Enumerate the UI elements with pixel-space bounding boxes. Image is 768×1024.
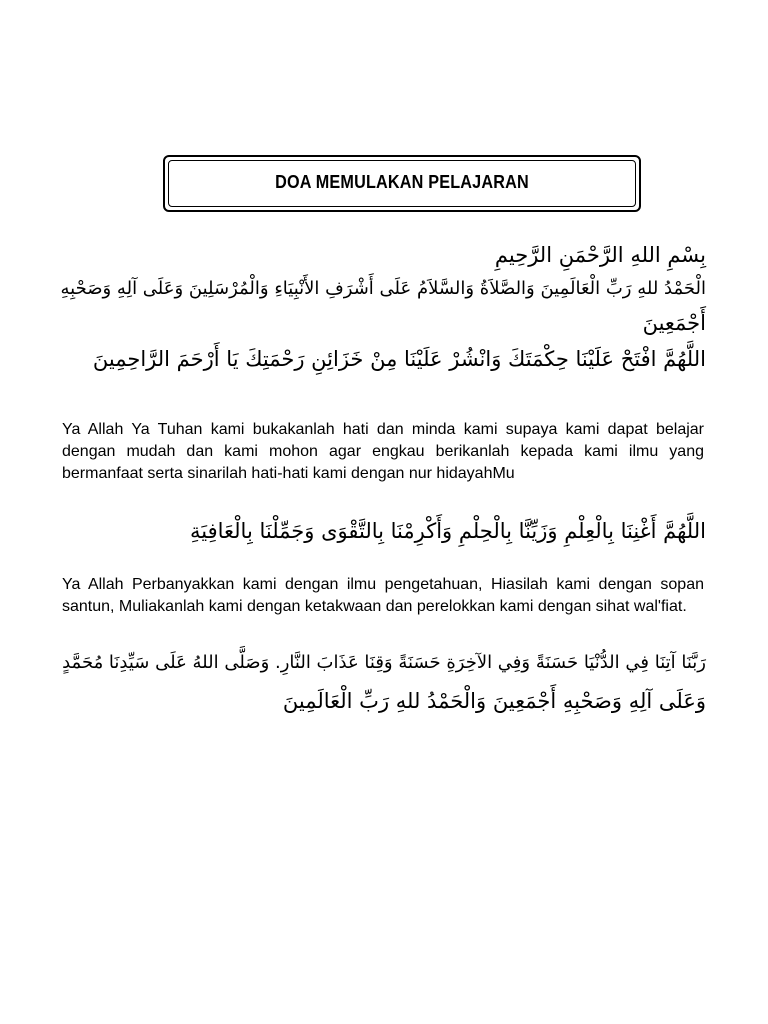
arabic-closing-prayer-line-2: وَعَلَى آلِهِ وَصَحْبِهِ أَجْمَعِينَ وَالْحَمْدُ للهِ رَبِّ الْعَالَمِينَ — [282, 689, 706, 713]
arabic-hamdalah-continuation: أَجْمَعِينَ — [642, 311, 706, 335]
translation-paragraph-1 — [62, 419, 704, 485]
arabic-basmalah: بِسْمِ اللهِ الرَّحْمَنِ الرَّحِيمِ — [494, 243, 706, 267]
arabic-hamdalah-line: الْحَمْدُ للهِ رَبِّ الْعَالَمِينَ وَالصَّلاَةُ وَالسَّلاَمُ عَلَى أَشْرَفِ الأَنْبِيَاءِ وَالْمُرْسَلِينَ وَعَلَى آلِهِ وَصَحْبِهِ — [60, 278, 706, 299]
translation-line: dengan mudah dan kami mohon agar engkau berikanlah kepada kami ilmu yang — [62, 443, 704, 460]
translation-paragraph-2 — [62, 574, 704, 618]
arabic-closing-prayer-line-1: رَبَّنَا آتِنَا فِي الدُّنْيَا حَسَنَةً وَفِي الآخِرَةِ حَسَنَةً وَقِنَا عَذَابَ النَّارِ. وَصَلَّى اللهُ عَلَى سَيِّدِنَا مُحَمَّدٍ — [62, 652, 706, 673]
page-title: DOA MEMULAKAN PELAJARAN — [275, 172, 529, 192]
title-box — [163, 155, 641, 212]
arabic-knowledge-prayer: اللَّهُمَّ أَغْنِنَا بِالْعِلْمِ وَزَيِّنَّا بِالْحِلْمِ وَأَكْرِمْنَا بِالتَّقْوَى وَجَمِّلْنَا بِالْعَافِيَةِ — [189, 519, 706, 543]
translation-line: Ya Allah Perbanyakkan kami dengan ilmu pengetahuan, Hiasilah kami dengan sopan — [62, 576, 704, 593]
translation-line: Ya Allah Ya Tuhan kami bukakanlah hati dan minda kami supaya kami dapat belajar — [62, 421, 704, 438]
arabic-opening-prayer: اللَّهُمَّ افْتَحْ عَلَيْنَا حِكْمَتَكَ وَانْشُرْ عَلَيْنَا مِنْ خَزَائِنِ رَحْمَتِكَ يَا أَرْحَمَ الرَّاحِمِينَ — [92, 347, 706, 371]
translation-line: santun, Muliakanlah kami dengan ketakwaan dan perelokkan kami dengan sihat wal'fiat. — [62, 598, 687, 615]
translation-line: bermanfaat serta sinarilah hati-hati kami dengan nur hidayahMu — [62, 465, 515, 482]
